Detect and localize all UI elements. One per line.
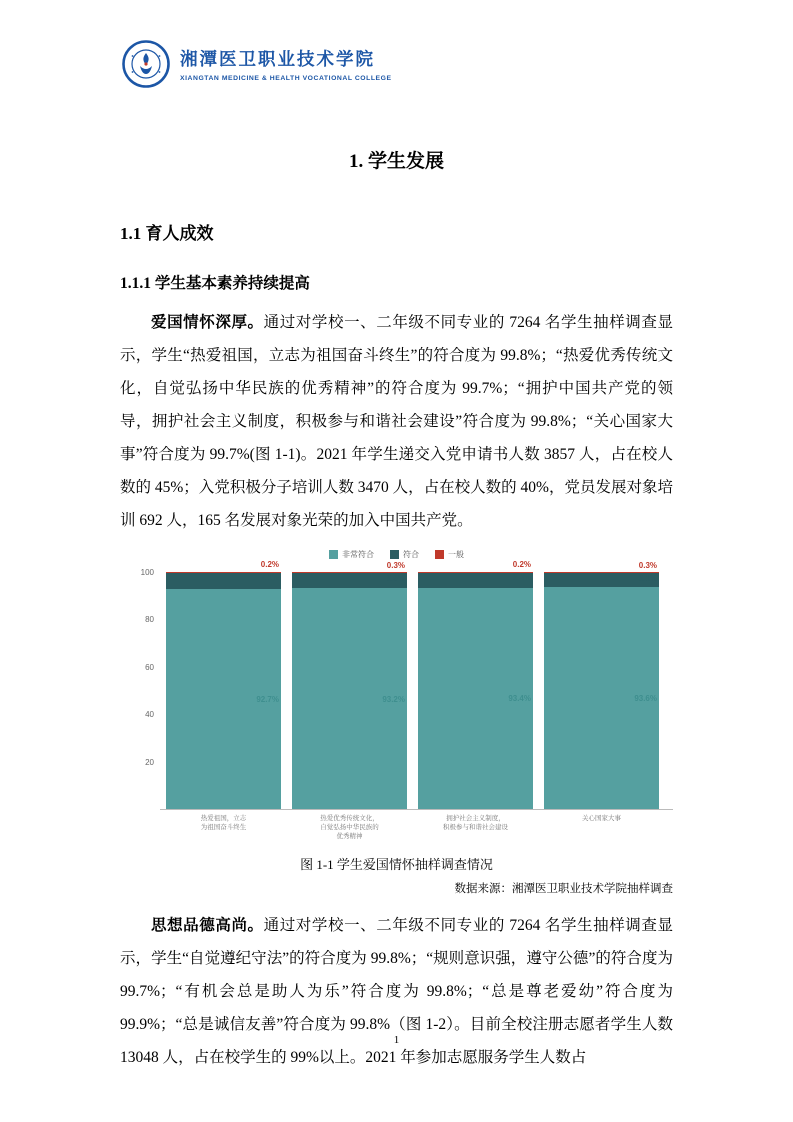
- bar-category-label: 关心国家大事: [582, 815, 621, 822]
- y-axis-tick-label: 20: [145, 757, 154, 767]
- bar-category-label: 热爱祖国，立志 为祖国奋斗终生: [200, 815, 247, 831]
- paragraph-patriotism: [120, 306, 673, 537]
- bar-value-label-strongly-agree: 92.7%: [256, 695, 279, 705]
- chart-legend: [120, 549, 673, 560]
- legend-swatch: [329, 550, 338, 559]
- bar-value-label-strongly-agree: 93.2%: [382, 694, 405, 704]
- bar-value-label-general: 0.3%: [638, 560, 657, 570]
- chart-bars: [160, 560, 665, 840]
- bar-value-label-general: 0.2%: [512, 560, 531, 570]
- bar-stack: [292, 572, 407, 809]
- legend-item: [390, 549, 419, 560]
- page-title: 1. 学生发展: [348, 151, 444, 172]
- bar-value-label-strongly-agree: 93.4%: [508, 694, 531, 704]
- y-axis-tick-label: 80: [145, 615, 154, 625]
- college-logo-icon: [122, 40, 170, 88]
- legend-label: 非常符合: [342, 550, 374, 559]
- paragraph-patriotism-lead: 爱国情怀深厚。: [151, 314, 264, 331]
- figure-source: 数据来源：湘潭医卫职业技术学院抽样调查: [454, 883, 673, 895]
- bar-column: [292, 560, 407, 840]
- bar-stack: [544, 572, 659, 809]
- bar-value-label-general: 0.2%: [260, 560, 279, 570]
- bar-value-label-agree: 7.1%: [260, 573, 279, 583]
- bar-category-label: 拥护社会主义制度， 积极参与和谐社会建设: [443, 815, 508, 831]
- college-logo-text: [180, 46, 392, 82]
- bar-column: [166, 560, 281, 831]
- paragraph-morality-body: 通过对学校一、二年级不同专业的 7264 名学生抽样调查显示，学生“自觉遵纪守法”的符合度为 99.8%；“规则意识强，遵守公德”的符合度为 99.7%；“有机会总是助人为乐”符合度为 99.8%；“总是尊老爱幼”符合度为 99.9%；“总是诚信友善”符合度为 99.8%（图 1-2）。目前全校注册志愿者学生人数 13048 人，占在校学生的 99%以上。2021 年参加志愿服务学生人数占: [120, 917, 673, 1066]
- bar-value-label-agree: 6.5%: [386, 573, 405, 583]
- legend-swatch: [435, 550, 444, 559]
- figure-1-1: [120, 549, 673, 896]
- bar-column: [418, 560, 533, 831]
- bar-stack: [166, 572, 281, 810]
- bar-value-label-strongly-agree: 93.6%: [634, 694, 657, 704]
- college-name-cn: 湘潭医卫职业技术学院: [180, 49, 375, 69]
- bar-category-label: 热爱优秀传统文化， 自觉弘扬中华民族的 优秀精神: [320, 815, 379, 840]
- chart-y-axis: [130, 568, 156, 809]
- paragraph-morality-lead: 思想品德高尚。: [151, 917, 264, 934]
- legend-label: 符合: [403, 550, 419, 559]
- bar-column: [544, 560, 659, 822]
- bar-stack: [418, 572, 533, 810]
- figure-caption: 图 1-1 学生爱国情怀抽样调查情况: [300, 857, 493, 872]
- bar-value-label-general: 0.3%: [386, 560, 405, 570]
- college-name-en: XIANGTAN MEDICINE & HEALTH VOCATIONAL COLLEGE: [180, 75, 392, 82]
- y-axis-tick-label: 100: [140, 568, 154, 577]
- legend-item: [329, 549, 374, 560]
- y-axis-tick-label: 40: [145, 710, 154, 720]
- legend-label: 一般: [448, 550, 464, 559]
- section-heading-1-1: 1.1 育人成效: [120, 224, 214, 243]
- paragraph-morality: [120, 909, 673, 1074]
- page-number: 1: [393, 1034, 400, 1046]
- college-header: [122, 40, 392, 88]
- legend-item: [435, 549, 464, 560]
- section-heading-1-1-1: 1.1.1 学生基本素养持续提高: [120, 275, 310, 292]
- paragraph-patriotism-body: 通过对学校一、二年级不同专业的 7264 名学生抽样调查显示，学生“热爱祖国，立志为祖国奋斗终生”的符合度为 99.8%；“热爱优秀传统文化，自觉弘扬中华民族的优秀精神”的符合度为 99.7%；“拥护中国共产党的领导，拥护社会主义制度，积极参与和谐社会建设”符合度为 99.8%；“关心国家大事”符合度为 99.7%(图 1-1)。2021 年学生递交入党申请书人数 3857 人，占在校人数的 45%；入党积极分子培训人数 3470 人，占在校人数的 40%，党员发展对象培训 692 人，165 名发展对象光荣的加入中国共产党。: [120, 314, 673, 529]
- bar-value-label-agree: 6.1%: [638, 573, 657, 583]
- legend-swatch: [390, 550, 399, 559]
- bar-value-label-agree: 6.4%: [512, 573, 531, 583]
- y-axis-tick-label: 60: [145, 662, 154, 672]
- chart-plot-area: [140, 560, 673, 840]
